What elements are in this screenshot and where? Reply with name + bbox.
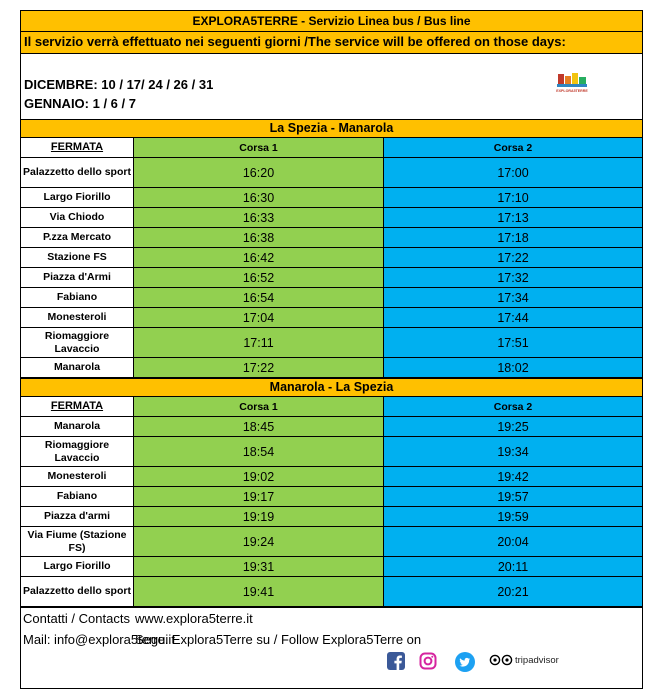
- stop-name: Monesteroli: [21, 308, 134, 327]
- route-2-title: Manarola - La Spezia: [20, 378, 643, 397]
- stop-name: Manarola: [21, 358, 134, 377]
- run-2-time: 17:32: [384, 268, 642, 287]
- stop-name: Monesteroli: [21, 467, 134, 486]
- run-2-time: 17:51: [384, 328, 642, 357]
- explora5terre-logo: [554, 72, 590, 96]
- run-1-time: 16:30: [134, 188, 384, 207]
- stop-name: Manarola: [21, 417, 134, 436]
- tripadvisor-link[interactable]: [489, 654, 559, 666]
- run-2-time: 18:02: [384, 358, 642, 377]
- website-link[interactable]: www.explora5terre.it: [135, 611, 253, 626]
- page-title: EXPLORA5TERRE - Servizio Linea bus / Bus line: [20, 10, 643, 32]
- instagram-icon[interactable]: [419, 652, 437, 670]
- run-2-time: 20:11: [384, 557, 642, 576]
- column-header-stop: FERMATA: [21, 138, 134, 157]
- route-2-column-headers: [20, 397, 643, 417]
- table-row: [20, 358, 643, 378]
- facebook-icon[interactable]: [387, 652, 405, 670]
- table-row: [20, 557, 643, 577]
- table-row: [20, 328, 643, 358]
- table-row: [20, 507, 643, 527]
- december-dates: DICEMBRE: 10 / 17/ 24 / 26 / 31: [24, 77, 214, 92]
- stop-name: Stazione FS: [21, 248, 134, 267]
- table-row: [20, 268, 643, 288]
- run-1-time: 17:22: [134, 358, 384, 377]
- run-2-time: 19:57: [384, 487, 642, 506]
- table-row: [20, 248, 643, 268]
- follow-text: Segui Explora5Terre su / Follow Explora5Terre on: [135, 632, 422, 647]
- run-2-time: 19:59: [384, 507, 642, 526]
- stop-name: Piazza d'Armi: [21, 268, 134, 287]
- column-header-run-1: Corsa 1: [134, 138, 384, 157]
- run-1-time: 19:02: [134, 467, 384, 486]
- table-row: [20, 467, 643, 487]
- run-1-time: 19:24: [134, 527, 384, 556]
- logo-text: EXPLORA5TERRE: [556, 89, 588, 93]
- route-1-column-headers: [20, 138, 643, 158]
- stop-name: Largo Fiorillo: [21, 188, 134, 207]
- run-1-time: 17:11: [134, 328, 384, 357]
- run-2-time: 20:04: [384, 527, 642, 556]
- run-1-time: 19:31: [134, 557, 384, 576]
- run-1-time: 17:04: [134, 308, 384, 327]
- stop-name: Riomaggiore Lavaccio: [21, 437, 134, 466]
- run-1-time: 19:17: [134, 487, 384, 506]
- route-2-rows: [20, 417, 643, 607]
- run-1-time: 16:52: [134, 268, 384, 287]
- contacts-label: Contatti / Contacts: [23, 611, 130, 626]
- stop-name: Via Chiodo: [21, 208, 134, 227]
- table-row: [20, 158, 643, 188]
- column-header-run-2: Corsa 2: [384, 397, 642, 416]
- footer: [20, 607, 643, 689]
- stop-name: P.zza Mercato: [21, 228, 134, 247]
- column-header-run-2: Corsa 2: [384, 138, 642, 157]
- table-row: [20, 417, 643, 437]
- route-1-title: La Spezia - Manarola: [20, 119, 643, 138]
- table-row: [20, 527, 643, 557]
- stop-name: Via Fiume (Stazione FS): [21, 527, 134, 556]
- table-row: [20, 208, 643, 228]
- tripadvisor-icon: [489, 654, 513, 666]
- run-2-time: 17:18: [384, 228, 642, 247]
- mail-link[interactable]: Mail: info@explora5terre.it: [23, 632, 175, 647]
- table-row: [20, 437, 643, 467]
- stop-name: Riomaggiore Lavaccio: [21, 328, 134, 357]
- table-row: [20, 188, 643, 208]
- stop-name: Largo Fiorillo: [21, 557, 134, 576]
- run-1-time: 16:38: [134, 228, 384, 247]
- run-2-time: 19:34: [384, 437, 642, 466]
- run-1-time: 16:20: [134, 158, 384, 187]
- stop-name: Fabiano: [21, 288, 134, 307]
- stop-name: Piazza d'armi: [21, 507, 134, 526]
- run-1-time: 18:45: [134, 417, 384, 436]
- run-1-time: 16:54: [134, 288, 384, 307]
- run-1-time: 19:19: [134, 507, 384, 526]
- table-row: [20, 577, 643, 607]
- route-1-rows: [20, 158, 643, 378]
- service-days: [20, 54, 643, 119]
- table-row: [20, 487, 643, 507]
- run-2-time: 17:22: [384, 248, 642, 267]
- run-2-time: 17:00: [384, 158, 642, 187]
- run-1-time: 16:33: [134, 208, 384, 227]
- january-dates: GENNAIO: 1 / 6 / 7: [24, 96, 136, 111]
- tripadvisor-label: tripadvisor: [515, 654, 559, 666]
- stop-name: Palazzetto dello sport: [21, 577, 134, 606]
- run-2-time: 17:44: [384, 308, 642, 327]
- table-row: [20, 308, 643, 328]
- run-2-time: 20:21: [384, 577, 642, 606]
- run-2-time: 17:34: [384, 288, 642, 307]
- run-2-time: 17:10: [384, 188, 642, 207]
- twitter-icon[interactable]: [455, 652, 475, 672]
- table-row: [20, 288, 643, 308]
- timetable-sheet: [20, 10, 643, 689]
- table-row: [20, 228, 643, 248]
- run-2-time: 19:42: [384, 467, 642, 486]
- run-1-time: 18:54: [134, 437, 384, 466]
- stop-name: Fabiano: [21, 487, 134, 506]
- column-header-stop: FERMATA: [21, 397, 134, 416]
- run-2-time: 17:13: [384, 208, 642, 227]
- run-1-time: 16:42: [134, 248, 384, 267]
- stop-name: Palazzetto dello sport: [21, 158, 134, 187]
- run-2-time: 19:25: [384, 417, 642, 436]
- service-days-notice: Il servizio verrà effettuato nei seguenti giorni /The service will be offered on those days:: [20, 32, 643, 54]
- column-header-run-1: Corsa 1: [134, 397, 384, 416]
- run-1-time: 19:41: [134, 577, 384, 606]
